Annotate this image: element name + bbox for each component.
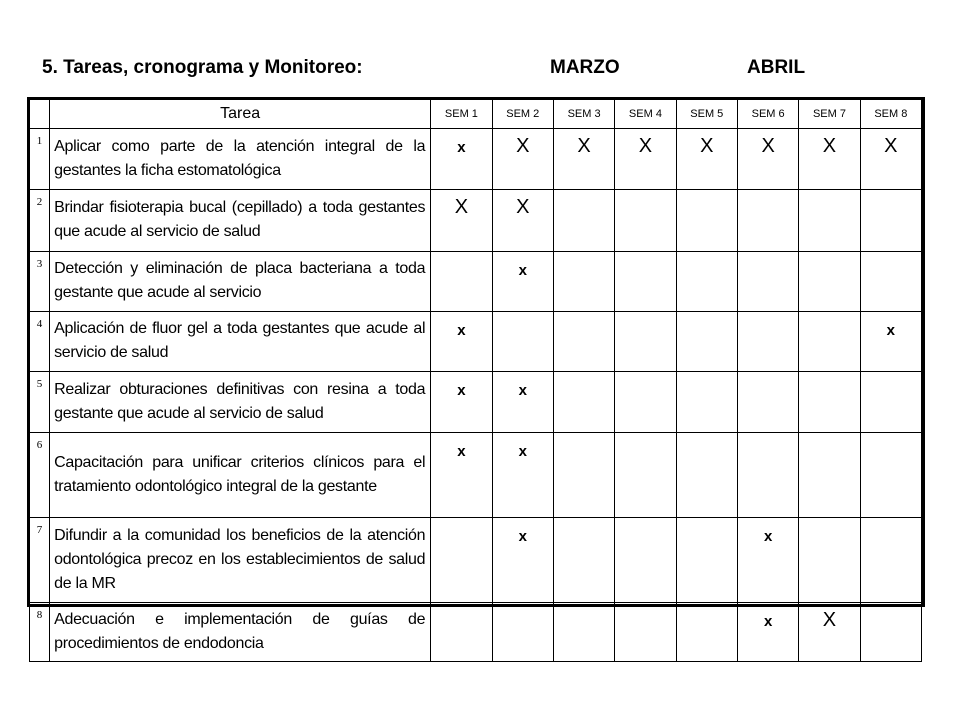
week-2-mark: x [492,252,553,312]
row-number: 6 [30,433,50,518]
week-4-mark [615,518,676,603]
week-6-mark [737,372,798,433]
week-4-mark [615,252,676,312]
header-week-5: SEM 5 [676,100,737,129]
week-5-mark [676,518,737,603]
table-row [30,433,922,518]
week-3-mark [553,433,614,518]
week-5-mark [676,190,737,252]
header-num-cell [30,100,50,129]
week-7-mark [799,312,860,372]
week-1-mark [431,518,492,603]
week-8-mark [860,252,921,312]
header-task: Tarea [50,100,431,129]
week-7-mark [799,372,860,433]
table-row [30,312,922,372]
week-3-mark [553,518,614,603]
header-week-3: SEM 3 [553,100,614,129]
week-6-mark [737,190,798,252]
table-header-row [30,100,922,129]
week-7-mark [799,190,860,252]
week-8-mark [860,518,921,603]
week-3-mark [553,603,614,662]
week-8-mark [860,433,921,518]
week-6-mark [737,433,798,518]
week-8-mark: X [860,129,921,190]
row-number: 8 [30,603,50,662]
week-1-mark: x [431,372,492,433]
week-5-mark [676,252,737,312]
header-week-1: SEM 1 [431,100,492,129]
header-week-8: SEM 8 [860,100,921,129]
week-4-mark [615,433,676,518]
week-6-mark [737,312,798,372]
row-number: 1 [30,129,50,190]
table-row [30,252,922,312]
table-row [30,129,922,190]
week-6-mark: X [737,129,798,190]
week-2-mark: X [492,129,553,190]
week-6-mark: x [737,518,798,603]
week-3-mark [553,372,614,433]
week-2-mark [492,312,553,372]
week-2-mark: x [492,433,553,518]
week-6-mark: x [737,603,798,662]
task-description: Adecuación e implementación de guías de procedimientos de endodoncia [50,603,431,662]
task-description: Detección y eliminación de placa bacteriana a toda gestante que acude al servicio [50,252,431,312]
task-description: Realizar obturaciones definitivas con resina a toda gestante que acude al servicio de salud [50,372,431,433]
week-1-mark: x [431,129,492,190]
week-7-mark [799,433,860,518]
week-5-mark [676,433,737,518]
week-6-mark [737,252,798,312]
task-description: Aplicación de fluor gel a toda gestantes que acude al servicio de salud [50,312,431,372]
row-number: 3 [30,252,50,312]
row-number: 7 [30,518,50,603]
week-3-mark: X [553,129,614,190]
week-1-mark [431,603,492,662]
task-description: Capacitación para unificar criterios clínicos para el tratamiento odontológico integral de la gestante [50,433,431,518]
week-8-mark [860,603,921,662]
week-1-mark [431,252,492,312]
task-description: Aplicar como parte de la atención integral de la gestantes la ficha estomatológica [50,129,431,190]
week-7-mark [799,252,860,312]
table-row [30,518,922,603]
week-5-mark [676,312,737,372]
month-label-abril: ABRIL [747,57,806,78]
week-7-mark: X [799,129,860,190]
section-title: 5. Tareas, cronograma y Monitoreo: [42,57,363,78]
task-description: Difundir a la comunidad los beneficios de la atención odontológica precoz en los establecimientos de salud de la MR [50,518,431,603]
week-2-mark: x [492,518,553,603]
week-8-mark: x [860,312,921,372]
week-4-mark: X [615,129,676,190]
month-label-marzo: MARZO [550,57,620,78]
week-8-mark [860,372,921,433]
week-4-mark [615,312,676,372]
week-2-mark: X [492,190,553,252]
section-heading [42,57,922,83]
header-week-4: SEM 4 [615,100,676,129]
week-1-mark: X [431,190,492,252]
week-4-mark [615,372,676,433]
row-number: 4 [30,312,50,372]
week-4-mark [615,190,676,252]
week-5-mark: X [676,129,737,190]
header-week-6: SEM 6 [737,100,798,129]
week-8-mark [860,190,921,252]
header-week-2: SEM 2 [492,100,553,129]
week-7-mark [799,518,860,603]
table-row [30,372,922,433]
week-1-mark: x [431,312,492,372]
week-3-mark [553,190,614,252]
table-row [30,190,922,252]
schedule-table [29,99,922,662]
week-3-mark [553,252,614,312]
week-4-mark [615,603,676,662]
week-1-mark: x [431,433,492,518]
week-7-mark: X [799,603,860,662]
row-number: 2 [30,190,50,252]
week-2-mark [492,603,553,662]
header-week-7: SEM 7 [799,100,860,129]
week-2-mark: x [492,372,553,433]
week-3-mark [553,312,614,372]
week-5-mark [676,372,737,433]
task-description: Brindar fisioterapia bucal (cepillado) a toda gestantes que acude al servicio de salud [50,190,431,252]
week-5-mark [676,603,737,662]
table-row [30,603,922,662]
row-number: 5 [30,372,50,433]
